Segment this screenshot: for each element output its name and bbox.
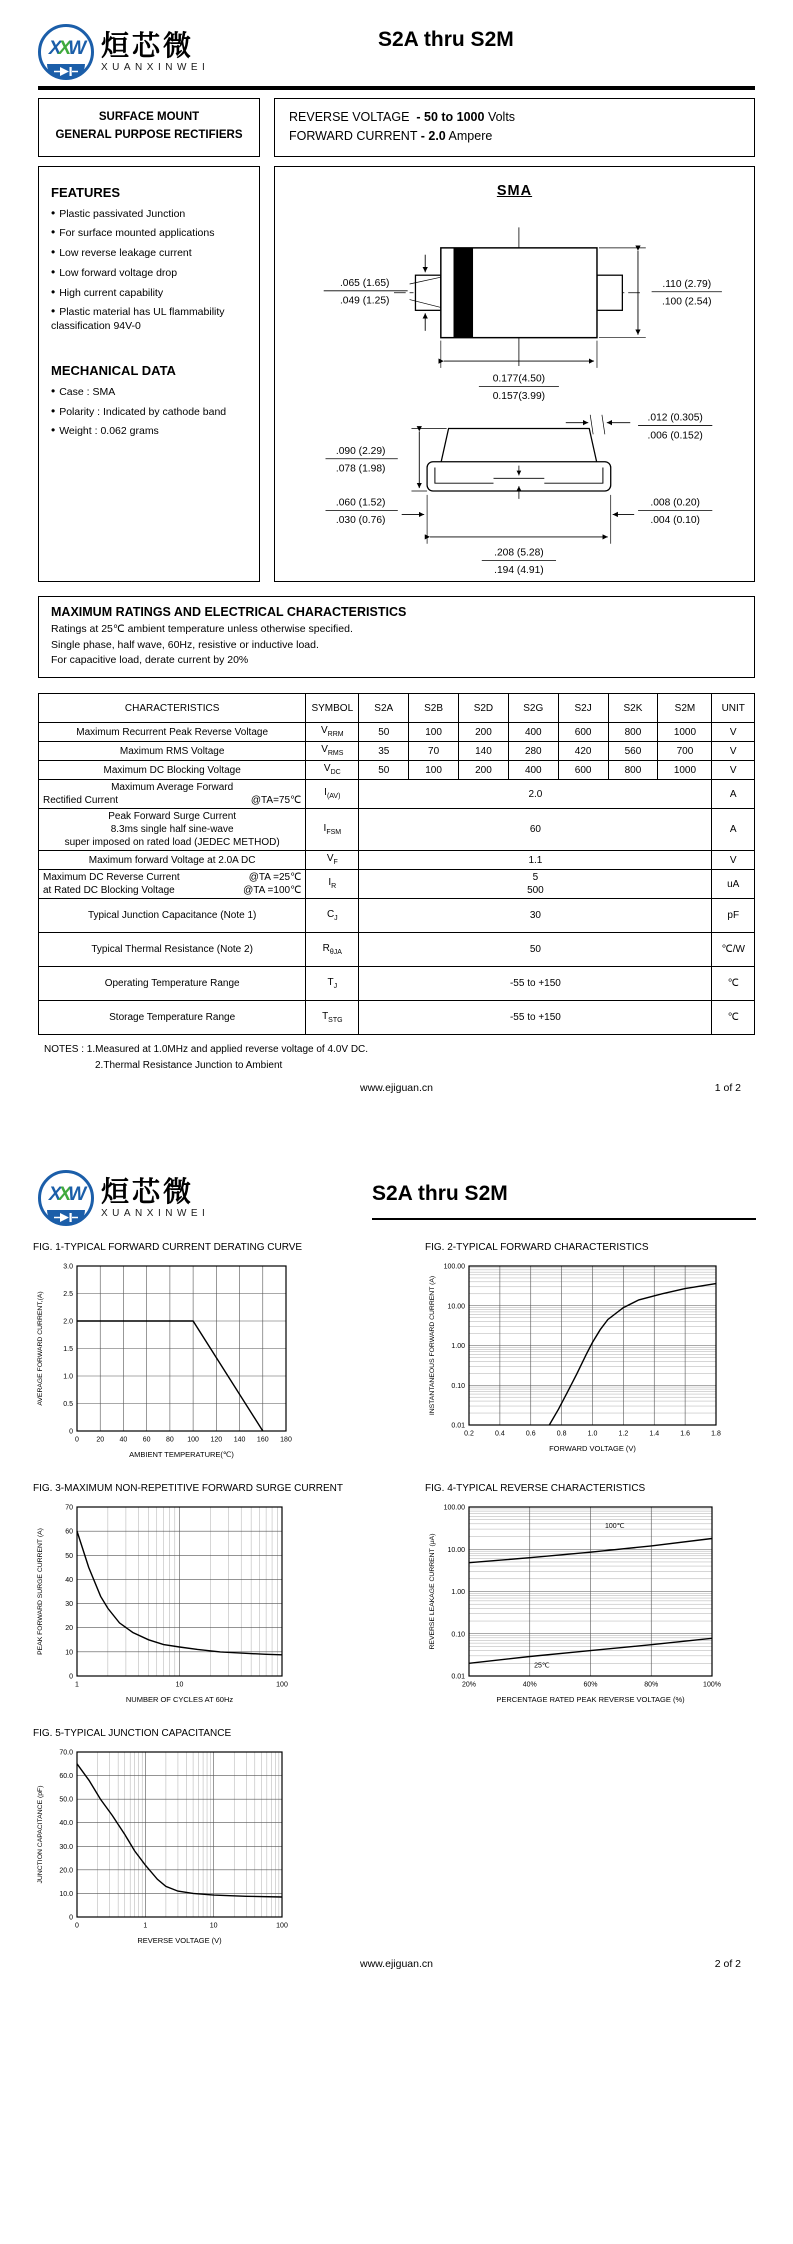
fig2-caption: FIG. 2-TYPICAL FORWARD CHARACTERISTICS: [425, 1242, 649, 1253]
table-row: Maximum Recurrent Peak Reverse Voltage $V_{RRM}$ 50 100 200 400 600 800 1000 V: [39, 723, 755, 742]
part-number-title: S2A thru S2M: [378, 28, 514, 51]
ratings-note-line: For capacitive load, derate current by 20%: [51, 654, 249, 667]
svg-text:20.0: 20.0: [59, 1867, 73, 1875]
svg-text:180: 180: [280, 1436, 292, 1444]
table-notes: [44, 1042, 755, 1073]
table-row: Maximum DC Reverse Current @TA =25℃ at Rated DC Blocking Voltage @TA =100℃ $I_R$ 5 500 uA: [39, 870, 755, 899]
feature-item: • Low forward voltage drop: [51, 264, 247, 280]
svg-text:1.5: 1.5: [63, 1346, 73, 1353]
col-header: S2M: [658, 694, 712, 723]
fig4-chart: [425, 1500, 721, 1706]
page1-header: [0, 0, 793, 80]
svg-text:0.01: 0.01: [451, 1673, 465, 1681]
dim-label: .078 (1.98): [335, 463, 385, 475]
footer-page-number: 2 of 2: [714, 1958, 741, 1970]
svg-text:40%: 40%: [522, 1681, 537, 1689]
fig5-block: [33, 1728, 421, 1947]
col-header: S2K: [608, 694, 658, 723]
svg-text:REVERSE VOLTAGE (V): REVERSE VOLTAGE (V): [137, 1936, 222, 1945]
ratings-title: MAXIMUM RATINGS AND ELECTRICAL CHARACTERISTICS: [51, 604, 407, 619]
fig5-caption: FIG. 5-TYPICAL JUNCTION CAPACITANCE: [33, 1728, 232, 1739]
brand-logo: [38, 1170, 209, 1226]
note-line: NOTES : 1.Measured at 1.0MHz and applied reverse voltage of 4.0V DC.: [44, 1044, 369, 1055]
feature-item: • Plastic passivated Junction: [51, 205, 247, 221]
dim-label: .004 (0.10): [649, 514, 700, 526]
svg-text:100: 100: [276, 1922, 288, 1930]
fig1-caption: FIG. 1-TYPICAL FORWARD CURRENT DERATING CURVE: [33, 1242, 303, 1253]
svg-text:1: 1: [75, 1681, 79, 1689]
dim-label: .060 (1.52): [335, 497, 385, 509]
svg-text:50.0: 50.0: [59, 1796, 73, 1804]
mech-item: • Weight : 0.062 grams: [51, 422, 247, 438]
table-row: Maximum Average Forward Rectified Current @TA=75℃ $I_{(AV)}$ 2.0 A: [39, 780, 755, 809]
svg-text:10.0: 10.0: [59, 1890, 73, 1898]
svg-text:100%: 100%: [703, 1681, 721, 1689]
svg-text:1.00: 1.00: [451, 1343, 465, 1350]
svg-text:0.4: 0.4: [495, 1430, 505, 1438]
svg-text:0: 0: [75, 1436, 79, 1444]
feature-item: • Plastic material has UL flammability classification 94V-0: [51, 303, 247, 333]
svg-text:PEAK FORWARD SURGE CURRENT (A): PEAK FORWARD SURGE CURRENT (A): [37, 1528, 44, 1655]
mech-item: • Polarity : Indicated by cathode band: [51, 403, 247, 419]
footer-url: www.ejiguan.cn: [360, 1082, 433, 1094]
logo-circle: [38, 1170, 94, 1226]
brand-name-en: XUANXINWEI: [101, 1207, 210, 1219]
svg-text:40: 40: [65, 1576, 73, 1584]
svg-text:20: 20: [96, 1436, 105, 1444]
svg-text:30.0: 30.0: [59, 1843, 73, 1851]
svg-text:0.10: 0.10: [451, 1631, 465, 1639]
fig1-block: [33, 1242, 421, 1461]
svg-text:60%: 60%: [583, 1681, 598, 1689]
reverse-voltage-line: REVERSE VOLTAGE - 50 to 1000 Volts: [289, 110, 516, 124]
part-number-title: S2A thru S2M: [372, 1182, 508, 1205]
brand-name-cn: 烜芯微: [101, 1176, 195, 1208]
ratings-note-line: Single phase, half wave, 60Hz, resistive or inductive load.: [51, 638, 319, 651]
svg-text:FORWARD VOLTAGE (V): FORWARD VOLTAGE (V): [549, 1444, 636, 1453]
feature-item: • For surface mounted applications: [51, 224, 247, 240]
svg-text:10.00: 10.00: [447, 1303, 465, 1311]
diode-symbol-icon: [47, 1210, 85, 1225]
logo-circle: [38, 24, 94, 80]
brand-text: [101, 1177, 209, 1218]
svg-text:60: 60: [65, 1528, 73, 1536]
ratings-box: [38, 596, 755, 678]
dim-label: .110 (2.79): [661, 278, 711, 290]
table-row: Maximum DC Blocking Voltage $V_{DC}$ 50 100 200 400 600 800 1000 V: [39, 761, 755, 780]
footer-url: www.ejiguan.cn: [360, 1958, 433, 1970]
svg-text:1.0: 1.0: [587, 1430, 598, 1438]
table-row: Typical Thermal Resistance (Note 2) $R_{\theta JA}$ 50 ℃/W: [39, 933, 755, 967]
package-top-view-drawing: [300, 202, 730, 405]
dim-label: .208 (5.28): [493, 547, 544, 559]
dim-label: .065 (1.65): [339, 277, 389, 289]
dim-label: .194 (4.91): [493, 564, 544, 575]
svg-text:20: 20: [65, 1625, 73, 1633]
forward-current-line: FORWARD CURRENT - 2.0 Ampere: [289, 129, 493, 144]
dim-label: 0.177(4.50): [492, 373, 545, 385]
brand-logo: [38, 24, 209, 80]
svg-text:30: 30: [65, 1601, 73, 1609]
svg-text:REVERSE LEAKAGE CURRENT (μA): REVERSE LEAKAGE CURRENT (μA): [429, 1533, 436, 1650]
svg-text:70.0: 70.0: [59, 1749, 73, 1757]
svg-text:1.8: 1.8: [711, 1430, 721, 1438]
svg-text:AVERAGE FORWARD CURRENT,(A): AVERAGE FORWARD CURRENT,(A): [37, 1291, 44, 1406]
svg-text:1.6: 1.6: [680, 1430, 690, 1438]
brand-name-cn: 烜芯微: [101, 30, 195, 62]
dim-label: .049 (1.25): [339, 295, 389, 307]
svg-text:AMBIENT TEMPERATURE(℃): AMBIENT TEMPERATURE(℃): [129, 1450, 234, 1459]
svg-text:0.2: 0.2: [464, 1430, 474, 1438]
svg-text:40: 40: [119, 1436, 128, 1444]
ratings-note-line: Ratings at 25℃ ambient temperature unless otherwise specified.: [51, 622, 353, 635]
svg-text:INSTANTANEOUS FORWARD CURRENT: INSTANTANEOUS FORWARD CURRENT (A): [429, 1275, 436, 1416]
svg-text:1.4: 1.4: [649, 1430, 660, 1438]
package-side-view-drawing: [300, 407, 730, 575]
table-row: Operating Temperature Range $T_J$ -55 to +150 ℃: [39, 967, 755, 1001]
svg-text:1.00: 1.00: [451, 1589, 465, 1596]
features-list: [51, 205, 247, 334]
col-header: S2J: [558, 694, 608, 723]
fig3-caption: FIG. 3-MAXIMUM NON-REPETITIVE FORWARD SURGE CURRENT: [33, 1483, 344, 1494]
svg-text:10: 10: [209, 1922, 218, 1930]
svg-text:160: 160: [256, 1436, 269, 1444]
col-header: S2B: [409, 694, 459, 723]
svg-text:60.0: 60.0: [59, 1773, 73, 1781]
svg-text:25℃: 25℃: [534, 1662, 550, 1670]
col-header: S2A: [359, 694, 409, 723]
feature-item: • Low reverse leakage current: [51, 244, 247, 260]
col-header: S2D: [459, 694, 509, 723]
table-header-row: [39, 694, 755, 723]
svg-text:1.2: 1.2: [618, 1430, 629, 1438]
fig2-block: [425, 1242, 793, 1461]
dim-label: .100 (2.54): [661, 296, 712, 308]
col-header: SYMBOL: [306, 694, 359, 723]
svg-text:0: 0: [75, 1922, 79, 1930]
svg-text:140: 140: [233, 1436, 246, 1444]
features-box: [38, 166, 260, 582]
svg-text:0: 0: [69, 1914, 73, 1922]
svg-text:0: 0: [69, 1673, 73, 1681]
features-package-row: [38, 166, 755, 582]
col-header: S2G: [508, 694, 558, 723]
brand-name-en: XUANXINWEI: [101, 61, 210, 73]
svg-text:20%: 20%: [461, 1681, 477, 1689]
header-boxes: [38, 98, 755, 157]
svg-text:1: 1: [143, 1922, 148, 1930]
svg-text:70: 70: [65, 1504, 73, 1512]
svg-text:100: 100: [276, 1681, 288, 1689]
note-line: 2.Thermal Resistance Junction to Ambient: [95, 1059, 283, 1071]
svg-text:60: 60: [142, 1436, 151, 1444]
svg-text:100℃: 100℃: [605, 1522, 625, 1530]
svg-text:PERCENTAGE RATED PEAK REVERSE: PERCENTAGE RATED PEAK REVERSE VOLTAGE (%): [496, 1695, 685, 1704]
svg-text:50: 50: [65, 1552, 73, 1560]
page1: [0, 0, 793, 1094]
col-header: CHARACTERISTICS: [39, 694, 306, 723]
svg-text:1.0: 1.0: [63, 1373, 73, 1381]
characteristics-table: [38, 693, 755, 1035]
svg-text:120: 120: [210, 1436, 223, 1444]
dim-label: .090 (2.29): [335, 445, 385, 457]
page2-title-rule: [372, 1182, 756, 1220]
fig4-block: [425, 1483, 793, 1706]
svg-text:10: 10: [175, 1681, 184, 1689]
dim-label: .030 (0.76): [335, 514, 385, 526]
svg-text:2.5: 2.5: [63, 1291, 73, 1298]
summary-box: [274, 98, 755, 157]
svg-text:10.00: 10.00: [447, 1546, 465, 1554]
svg-text:80%: 80%: [644, 1681, 659, 1689]
mech-item: • Case : SMA: [51, 383, 247, 399]
svg-text:JUNCTION CAPACITANCE (pF): JUNCTION CAPACITANCE (pF): [37, 1785, 44, 1884]
product-type-line2: GENERAL PURPOSE RECTIFIERS: [55, 128, 243, 141]
feature-item: • High current capability: [51, 284, 247, 300]
svg-text:0.5: 0.5: [63, 1401, 73, 1408]
svg-text:NUMBER OF CYCLES AT 60Hz: NUMBER OF CYCLES AT 60Hz: [125, 1695, 234, 1704]
table-row: Peak Forward Surge Current 8.3ms single half sine-wave super imposed on rated load (JEDEC METHOD) $I_{FSM}$ 60 A: [39, 809, 755, 851]
dim-label: .012 (0.305): [647, 412, 703, 424]
svg-text:0.01: 0.01: [451, 1422, 465, 1430]
logo-letters: XXW: [48, 1184, 84, 1205]
fig3-chart: [33, 1500, 291, 1706]
fig4-caption: FIG. 4-TYPICAL REVERSE CHARACTERISTICS: [425, 1483, 646, 1494]
fig2-chart: [425, 1259, 725, 1455]
svg-text:100.00: 100.00: [443, 1504, 465, 1512]
product-type-box: [38, 98, 260, 157]
svg-text:100: 100: [187, 1436, 199, 1444]
svg-text:80: 80: [165, 1436, 174, 1444]
table-row: Storage Temperature Range $T_{STG}$ -55 to +150 ℃: [39, 1001, 755, 1035]
svg-text:100.00: 100.00: [443, 1263, 465, 1271]
dim-label: .008 (0.20): [649, 497, 700, 509]
svg-text:0.10: 0.10: [451, 1382, 465, 1390]
table-row: Maximum forward Voltage at 2.0A DC $V_F$ 1.1 V: [39, 851, 755, 870]
page2-header: [0, 1152, 793, 1226]
page2: [0, 1152, 793, 1947]
dim-label: .006 (0.152): [647, 430, 703, 442]
svg-text:0.8: 0.8: [556, 1430, 567, 1438]
product-type-line1: SURFACE MOUNT: [98, 111, 200, 123]
figures-grid: [33, 1242, 793, 1947]
brand-text: [101, 31, 209, 72]
svg-text:0: 0: [69, 1428, 73, 1436]
footer-page-number: 1 of 2: [714, 1082, 741, 1094]
svg-text:40.0: 40.0: [59, 1820, 73, 1828]
table-row: Typical Junction Capacitance (Note 1) $C_J$ 30 pF: [39, 899, 755, 933]
logo-letters: XXW: [48, 38, 84, 59]
fig1-chart: [33, 1259, 295, 1461]
dim-label: 0.157(3.99): [492, 390, 545, 402]
fig5-chart: [33, 1745, 291, 1947]
svg-text:3.0: 3.0: [63, 1263, 73, 1271]
diode-symbol-icon: [47, 64, 85, 79]
col-header: UNIT: [712, 694, 755, 723]
table-row: Maximum RMS Voltage $V_{RMS}$ 35 70 140 280 420 560 700 V: [39, 742, 755, 761]
fig3-block: [33, 1483, 421, 1706]
mechanical-data-list: [51, 383, 247, 439]
svg-text:2.0: 2.0: [63, 1318, 73, 1326]
svg-text:10: 10: [65, 1649, 73, 1657]
package-box: [274, 166, 755, 582]
features-title: FEATURES: [51, 184, 121, 200]
package-name: SMA: [496, 182, 533, 199]
svg-text:0.6: 0.6: [525, 1430, 536, 1438]
header-rule: [38, 86, 755, 90]
mechanical-data-title: MECHANICAL DATA: [51, 363, 176, 379]
